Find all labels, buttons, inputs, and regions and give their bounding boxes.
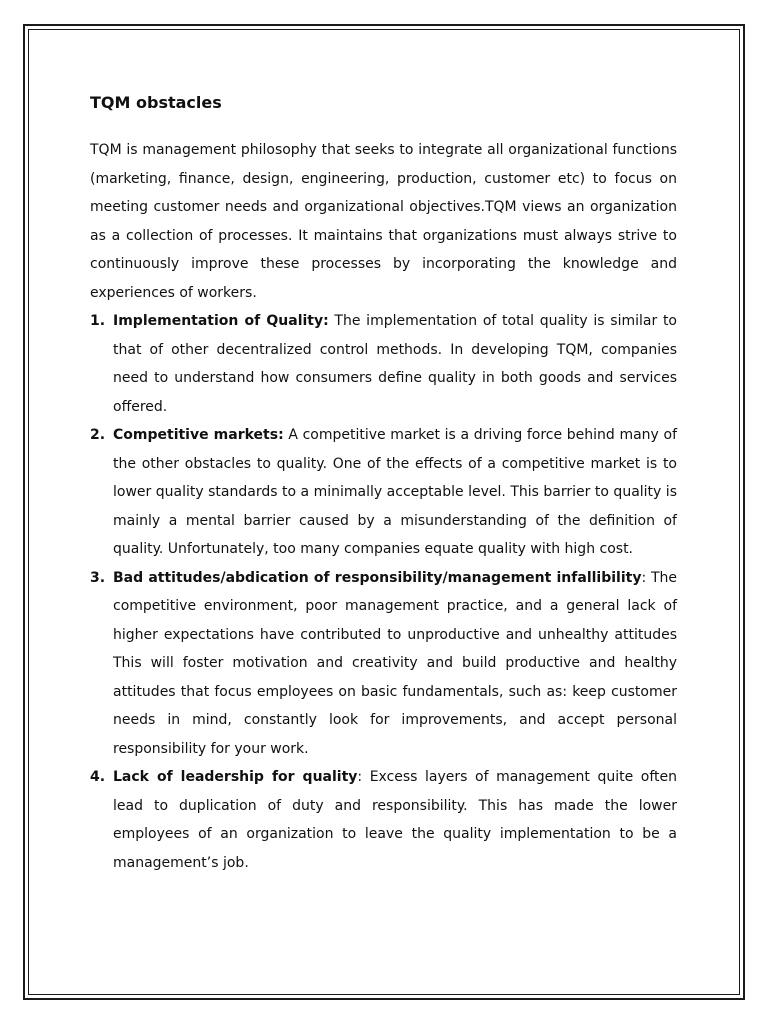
list-item <box>90 421 677 564</box>
list-item-term: Competitive markets: <box>113 427 284 443</box>
list-item-number: 4. <box>90 769 106 785</box>
list-item <box>90 763 677 877</box>
page-title: TQM obstacles <box>90 93 222 112</box>
intro-paragraph: TQM is management philosophy that seeks to integrate all organizational functions (marketing, finance, design, engineering, production, customer etc) to focus on meeting customer needs and organizational objectives.TQM views an organization as a collection of processes. It maintains that organizations must always strive to continuously improve these processes by incorporating the knowledge and experiences of workers. <box>90 142 677 301</box>
list-item-text: : Excess layers of management quite often lead to duplication of duty and responsibility. This has made the lower employees of an organization to leave the quality implementation to be a management’s job. <box>113 769 677 871</box>
list-item-number: 1. <box>90 313 106 329</box>
list-item-number: 3. <box>90 569 106 586</box>
list-item-term: Bad attitudes/abdication of responsibility/management infallibility <box>113 569 642 586</box>
list-item-term: Lack of leadership for quality <box>113 769 358 785</box>
list-item-term: Implementation of Quality: <box>113 313 329 329</box>
list-item-text: A competitive market is a driving force behind many of the other obstacles to quality. One of the effects of a competitive market is to lower quality standards to a minimally acceptable level. This barrier to quality is mainly a mental barrier caused by a misunderstanding of the definition of quality. Unfortunately, too many companies equate quality with high cost. <box>113 427 677 557</box>
list-item <box>90 564 677 764</box>
list-item-text: The implementation of total quality is similar to that of other decentralized control methods. In developing TQM, companies need to understand how consumers define quality in both goods and services offered. <box>113 313 677 415</box>
list-item-number: 2. <box>90 427 106 443</box>
list-item-text: : The competitive environment, poor management practice, and a general lack of higher expectations have contributed to unproductive and unhealthy attitudes This will foster motivation and creativity and build productive and healthy attitudes that focus employees on basic fundamentals, such as: keep customer needs in mind, constantly look for improvements, and accept personal responsibility for your work. <box>113 569 677 757</box>
list-item <box>90 307 677 421</box>
document-body <box>90 90 677 877</box>
obstacles-list <box>90 307 677 877</box>
